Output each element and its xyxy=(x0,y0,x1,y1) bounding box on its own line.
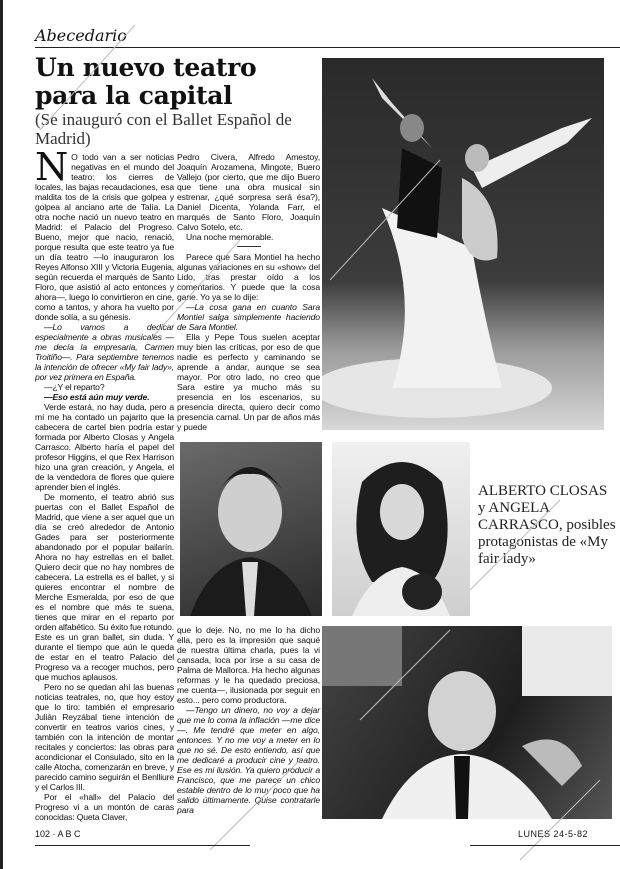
footer-rule xyxy=(35,845,250,846)
article-column-2 xyxy=(177,152,320,432)
drop-cap: N xyxy=(35,145,69,189)
paragraph: —Eso está aún muy verde. xyxy=(44,392,150,402)
alberto-closas-photo xyxy=(180,442,322,616)
photo-caption: ALBERTO CLOSAS y ANGELA CARRASCO, posibles protagonistas de «My fair lady» xyxy=(478,483,616,567)
footer-rule xyxy=(470,845,620,846)
paragraph: Por el «hall» del Palacio del Progreso vi a un montón de caras conocidas: Queta Claver, xyxy=(35,792,174,822)
ballet-dancers-photo xyxy=(322,58,604,430)
paragraph: Ella y Pepe Tous suelen aceptar muy bien las críticas, por eso de que nadie es perfecto y caminando se aprende a andar, aunque se sea mayor. Por otro lado, no creo que Sara estire ya mucho más su presencia en los escenarios, su presencia directa, quiero decir como presencia carnal. Un par de años más y puede xyxy=(177,332,320,432)
section-label: Abecedario xyxy=(35,26,127,45)
issue-date: LUNES 24-5-82 xyxy=(518,829,589,839)
paragraph: —¿Y el reparto? xyxy=(44,382,105,392)
subheadline: (Se inauguró con el Ballet Español de Madrid) xyxy=(35,110,292,148)
page-number: 102 · A B C xyxy=(35,829,81,839)
paragraph: De momento, el teatro abrió sus puertas con el Ballet Español de Madrid, que viene a ser aquel que un día se creó alrededor de Antonio Gades para ser posteriormente abandonado por el popular bailarín. Ahora no hay estrellas en el ballet. Quiero decir que no hay nombres de cabecera. La estrella es el ballet, y si quieres encontrar el nombre de Merche Esmeralda, por eso de que es el nombre que más te suena, tienes que mirar en el reparto por orden alfabético. Su éxito fue rotundo. Este es un gran ballet, sin duda. Y durante el tiempo que aún le queda de estar en el teatro Palacio del Progreso va a recoger muchos, pero que muchos aplausos. xyxy=(35,492,174,682)
paragraph: —La cosa gana en cuanto Sara Montiel salga simplemente haciendo de Sara Montiel. xyxy=(177,302,320,332)
paragraph: —Lo vamos a dedicar especialmente a obras musicales —me decía la empresaria, Carmen Troitiño—. Para septiembre tenemos la intención de ofrecer «My fair lady», por vez primera en España. xyxy=(35,322,174,382)
article-column-1 xyxy=(35,145,174,822)
paragraph: Verde estará, no hay duda, pero a mí me ha contado un pajarito que la cabecera de cartel bien podría estar formada por Alberto Closas y Angela Carrasco. Alberto haría el papel del profesor Higgins, el que Rex Harrison hizo una gran creación, y Angela, el de la vendedora de flores que quiere aprender bien el inglés. xyxy=(35,402,174,492)
paragraph: N O todo van a ser noticias negativas en el mundo del teatro: los cierres de locales, las bajas recaudaciones, esa maldita tos de la crisis que golpea y golpea al anciano arte de Talía. La otra noche nació un nuevo teatro en Madrid: el Palacio del Progreso. Bueno, mejor que nacio, renació, porque resulta que este teatro ya fue un día teatro —lo inauguraron los Reyes Alfonso XIII y Victoria Eugenia, según recuerda el marqués de Santo Floro, que asistió al acto entonces y ahora—, luego lo convirtieron en cine, como a tantos, y ahora ha vuelto por donde solía, a su génesis. xyxy=(35,145,174,322)
paragraph: Parece que Sara Montiel ha hecho algunas variaciones en su «show» del Lido, tras prestar oído a los comentarios. Y puede que la cosa gane. Yo ya se lo dije: xyxy=(177,252,320,302)
paragraph: Pero no se quedan ahí las buenas noticias teatrales, no, que hoy estoy que lo tiro: también el empresario Julián Reyzábal tiene intención de convertir en teatros varios cines, y también con la intención de montar recitales y conciertos: las obras para acondicionar el Consulado, sito en la calle Atocha, comenzarán en breve, y parecido camino seguirán el Benlliure y el Carlos III. xyxy=(35,682,174,792)
header-rule xyxy=(35,47,620,48)
article-column-3 xyxy=(177,625,320,815)
page-margin-bar xyxy=(0,0,3,869)
angela-carrasco-photo xyxy=(332,442,470,616)
section-divider xyxy=(237,246,261,247)
paragraph: —Tengo un dinero, no voy a dejar que me lo coma la inflación —me dice—. Me tendré que meter en algo, entonces. Y no me voy a meter en lo que no sé. De esto entiendo, así que me dedicaré a producir cine y teatro. Ese es mi ilusión. Ya quiero producir a Francisco, que me parece un chico estable dentro de lo muy poco que ha salido últimamente. Quise contratarle para xyxy=(177,705,320,815)
man-portrait-photo xyxy=(322,626,612,819)
paragraph: Pedro Civera, Alfredo Amestoy, Joaquín Arozamena, Mingote, Buero Vallejo (por cierto, que me dijo Buero que tiene una obra musical sin estrenar, ¿qué sorpresa será ésa?), Daniel Dicenta, Yolanda Farr, el marqués de Santo Floro, Joaquín Calvo Sotelo, etc. xyxy=(177,152,320,232)
headline: Un nuevo teatro para la capital xyxy=(35,53,257,110)
paragraph: Una noche memorable. xyxy=(186,232,274,242)
paragraph: que lo deje. No, no me lo ha dicho ella, pero es la impresión que saqué de nuestra última charla, pues la vi cansada, loca por irse a su casa de Palma de Mallorca. Ha hecho algunas reformas y le ha quedado preciosa, me cuenta—, ilusionada por seguir en esto... pero como productora. xyxy=(177,625,320,705)
